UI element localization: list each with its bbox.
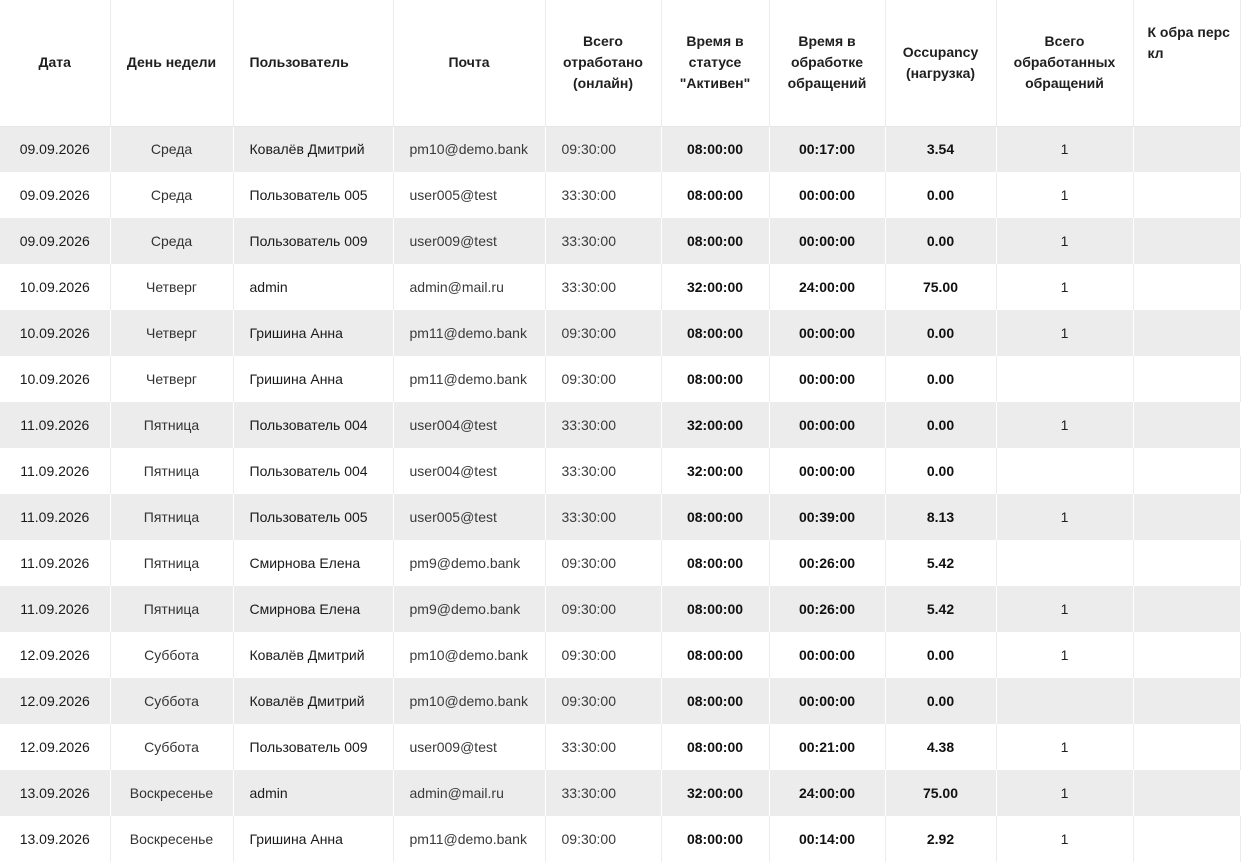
cell-active-status-time: 08:00:00 [661,632,769,678]
cell-mail: user005@test [393,494,545,540]
cell-personal-clients [1133,816,1240,862]
cell-worked-online: 33:30:00 [545,218,661,264]
column-header-total-handled[interactable]: Всего обработанных обращений [996,0,1133,126]
cell-date: 11.09.2026 [0,540,110,586]
cell-worked-online: 09:30:00 [545,126,661,172]
table-row[interactable] [0,126,1240,172]
cell-worked-online: 33:30:00 [545,494,661,540]
cell-user: admin [233,770,393,816]
cell-occupancy: 0.00 [885,310,996,356]
cell-handling-time: 00:00:00 [769,356,885,402]
cell-occupancy: 0.00 [885,402,996,448]
cell-weekday: Пятница [110,402,233,448]
cell-total-handled: 1 [996,310,1133,356]
cell-occupancy: 2.92 [885,816,996,862]
cell-active-status-time: 08:00:00 [661,586,769,632]
cell-handling-time: 00:26:00 [769,586,885,632]
column-header-personal-clients[interactable]: К обра перс кл [1133,0,1240,126]
cell-active-status-time: 08:00:00 [661,218,769,264]
cell-total-handled: 1 [996,770,1133,816]
cell-mail: pm10@demo.bank [393,126,545,172]
cell-total-handled [996,678,1133,724]
cell-user: Ковалёв Дмитрий [233,126,393,172]
column-header-mail[interactable]: Почта [393,0,545,126]
cell-active-status-time: 32:00:00 [661,770,769,816]
table-body [0,126,1240,862]
cell-date: 10.09.2026 [0,310,110,356]
cell-mail: pm9@demo.bank [393,540,545,586]
cell-date: 10.09.2026 [0,356,110,402]
cell-total-handled [996,540,1133,586]
cell-weekday: Среда [110,218,233,264]
cell-weekday: Пятница [110,448,233,494]
cell-total-handled: 1 [996,586,1133,632]
cell-user: Пользователь 005 [233,172,393,218]
table-row[interactable] [0,816,1240,862]
cell-handling-time: 00:00:00 [769,310,885,356]
cell-worked-online: 33:30:00 [545,724,661,770]
cell-active-status-time: 08:00:00 [661,310,769,356]
cell-occupancy: 75.00 [885,770,996,816]
cell-occupancy: 3.54 [885,126,996,172]
cell-date: 11.09.2026 [0,586,110,632]
cell-personal-clients [1133,172,1240,218]
cell-personal-clients [1133,724,1240,770]
cell-occupancy: 0.00 [885,448,996,494]
cell-worked-online: 33:30:00 [545,770,661,816]
table-row[interactable] [0,310,1240,356]
cell-mail: admin@mail.ru [393,264,545,310]
cell-total-handled: 1 [996,126,1133,172]
cell-worked-online: 09:30:00 [545,310,661,356]
cell-date: 11.09.2026 [0,402,110,448]
cell-personal-clients [1133,540,1240,586]
cell-worked-online: 09:30:00 [545,356,661,402]
cell-user: Смирнова Елена [233,586,393,632]
cell-worked-online: 33:30:00 [545,448,661,494]
cell-date: 09.09.2026 [0,126,110,172]
column-header-active-status-time[interactable]: Время в статусе "Активен" [661,0,769,126]
cell-occupancy: 0.00 [885,678,996,724]
column-header-user[interactable]: Пользователь [233,0,393,126]
cell-weekday: Четверг [110,264,233,310]
table-row[interactable] [0,218,1240,264]
cell-total-handled: 1 [996,264,1133,310]
cell-mail: admin@mail.ru [393,770,545,816]
cell-personal-clients [1133,586,1240,632]
cell-total-handled: 1 [996,724,1133,770]
cell-date: 13.09.2026 [0,770,110,816]
table-row[interactable] [0,586,1240,632]
cell-user: Пользователь 009 [233,724,393,770]
cell-weekday: Среда [110,172,233,218]
cell-handling-time: 00:00:00 [769,448,885,494]
cell-personal-clients [1133,402,1240,448]
header-row [0,0,1240,126]
cell-active-status-time: 32:00:00 [661,448,769,494]
cell-active-status-time: 08:00:00 [661,172,769,218]
cell-active-status-time: 08:00:00 [661,816,769,862]
cell-weekday: Среда [110,126,233,172]
table-row[interactable] [0,356,1240,402]
cell-occupancy: 4.38 [885,724,996,770]
table-row[interactable] [0,402,1240,448]
cell-handling-time: 00:00:00 [769,402,885,448]
cell-handling-time: 00:21:00 [769,724,885,770]
cell-total-handled: 1 [996,494,1133,540]
cell-occupancy: 0.00 [885,218,996,264]
cell-total-handled: 1 [996,218,1133,264]
table-row[interactable] [0,264,1240,310]
cell-worked-online: 09:30:00 [545,586,661,632]
cell-handling-time: 00:26:00 [769,540,885,586]
cell-handling-time: 24:00:00 [769,770,885,816]
cell-active-status-time: 08:00:00 [661,540,769,586]
cell-worked-online: 09:30:00 [545,632,661,678]
cell-weekday: Воскресенье [110,816,233,862]
cell-total-handled: 1 [996,402,1133,448]
cell-personal-clients [1133,126,1240,172]
cell-occupancy: 0.00 [885,632,996,678]
cell-personal-clients [1133,494,1240,540]
column-header-handling-time[interactable]: Время в обработке обращений [769,0,885,126]
cell-personal-clients [1133,264,1240,310]
cell-active-status-time: 08:00:00 [661,356,769,402]
cell-occupancy: 5.42 [885,586,996,632]
cell-weekday: Суббота [110,678,233,724]
cell-total-handled [996,448,1133,494]
cell-personal-clients [1133,678,1240,724]
cell-mail: pm11@demo.bank [393,310,545,356]
cell-weekday: Пятница [110,494,233,540]
cell-active-status-time: 08:00:00 [661,724,769,770]
cell-mail: pm11@demo.bank [393,816,545,862]
table-row[interactable] [0,448,1240,494]
cell-date: 12.09.2026 [0,678,110,724]
cell-mail: pm9@demo.bank [393,586,545,632]
cell-handling-time: 00:14:00 [769,816,885,862]
table-row[interactable] [0,770,1240,816]
cell-user: Гришина Анна [233,310,393,356]
cell-total-handled: 1 [996,816,1133,862]
cell-personal-clients [1133,770,1240,816]
cell-user: Гришина Анна [233,816,393,862]
cell-worked-online: 09:30:00 [545,678,661,724]
cell-date: 12.09.2026 [0,724,110,770]
cell-user: Пользователь 009 [233,218,393,264]
cell-handling-time: 00:00:00 [769,172,885,218]
cell-worked-online: 09:30:00 [545,540,661,586]
cell-weekday: Пятница [110,540,233,586]
cell-weekday: Четверг [110,356,233,402]
cell-occupancy: 0.00 [885,172,996,218]
cell-date: 10.09.2026 [0,264,110,310]
cell-total-handled: 1 [996,172,1133,218]
cell-weekday: Суббота [110,724,233,770]
cell-active-status-time: 32:00:00 [661,402,769,448]
cell-mail: user005@test [393,172,545,218]
cell-worked-online: 33:30:00 [545,264,661,310]
cell-mail: user009@test [393,218,545,264]
cell-date: 11.09.2026 [0,494,110,540]
cell-user: admin [233,264,393,310]
cell-handling-time: 00:39:00 [769,494,885,540]
cell-user: Ковалёв Дмитрий [233,678,393,724]
cell-personal-clients [1133,218,1240,264]
cell-handling-time: 00:00:00 [769,218,885,264]
cell-user: Пользователь 004 [233,448,393,494]
column-header-weekday[interactable]: День недели [110,0,233,126]
cell-worked-online: 09:30:00 [545,816,661,862]
table-row[interactable] [0,632,1240,678]
table-header [0,0,1240,126]
cell-active-status-time: 32:00:00 [661,264,769,310]
cell-active-status-time: 08:00:00 [661,678,769,724]
cell-user: Пользователь 005 [233,494,393,540]
cell-weekday: Пятница [110,586,233,632]
table-row[interactable] [0,172,1240,218]
cell-date: 09.09.2026 [0,172,110,218]
cell-total-handled: 1 [996,632,1133,678]
cell-mail: pm11@demo.bank [393,356,545,402]
cell-mail: user004@test [393,448,545,494]
table-row[interactable] [0,540,1240,586]
cell-worked-online: 33:30:00 [545,402,661,448]
cell-date: 11.09.2026 [0,448,110,494]
cell-occupancy: 8.13 [885,494,996,540]
cell-handling-time: 00:00:00 [769,678,885,724]
cell-weekday: Четверг [110,310,233,356]
cell-weekday: Суббота [110,632,233,678]
cell-worked-online: 33:30:00 [545,172,661,218]
cell-weekday: Воскресенье [110,770,233,816]
cell-mail: user004@test [393,402,545,448]
cell-personal-clients [1133,632,1240,678]
cell-personal-clients [1133,356,1240,402]
cell-date: 09.09.2026 [0,218,110,264]
table-row[interactable] [0,678,1240,724]
cell-mail: pm10@demo.bank [393,632,545,678]
cell-user: Пользователь 004 [233,402,393,448]
table-row[interactable] [0,494,1240,540]
cell-active-status-time: 08:00:00 [661,126,769,172]
cell-total-handled [996,356,1133,402]
cell-handling-time: 00:00:00 [769,632,885,678]
cell-date: 12.09.2026 [0,632,110,678]
cell-occupancy: 5.42 [885,540,996,586]
cell-user: Ковалёв Дмитрий [233,632,393,678]
cell-personal-clients [1133,310,1240,356]
cell-handling-time: 00:17:00 [769,126,885,172]
column-header-worked-online[interactable]: Всего отработано (онлайн) [545,0,661,126]
column-header-occupancy[interactable]: Occupancy (нагрузка) [885,0,996,126]
cell-user: Смирнова Елена [233,540,393,586]
column-header-date[interactable]: Дата [0,0,110,126]
cell-mail: user009@test [393,724,545,770]
cell-occupancy: 0.00 [885,356,996,402]
cell-active-status-time: 08:00:00 [661,494,769,540]
cell-mail: pm10@demo.bank [393,678,545,724]
table-row[interactable] [0,724,1240,770]
cell-date: 13.09.2026 [0,816,110,862]
cell-user: Гришина Анна [233,356,393,402]
cell-handling-time: 24:00:00 [769,264,885,310]
cell-occupancy: 75.00 [885,264,996,310]
cell-personal-clients [1133,448,1240,494]
